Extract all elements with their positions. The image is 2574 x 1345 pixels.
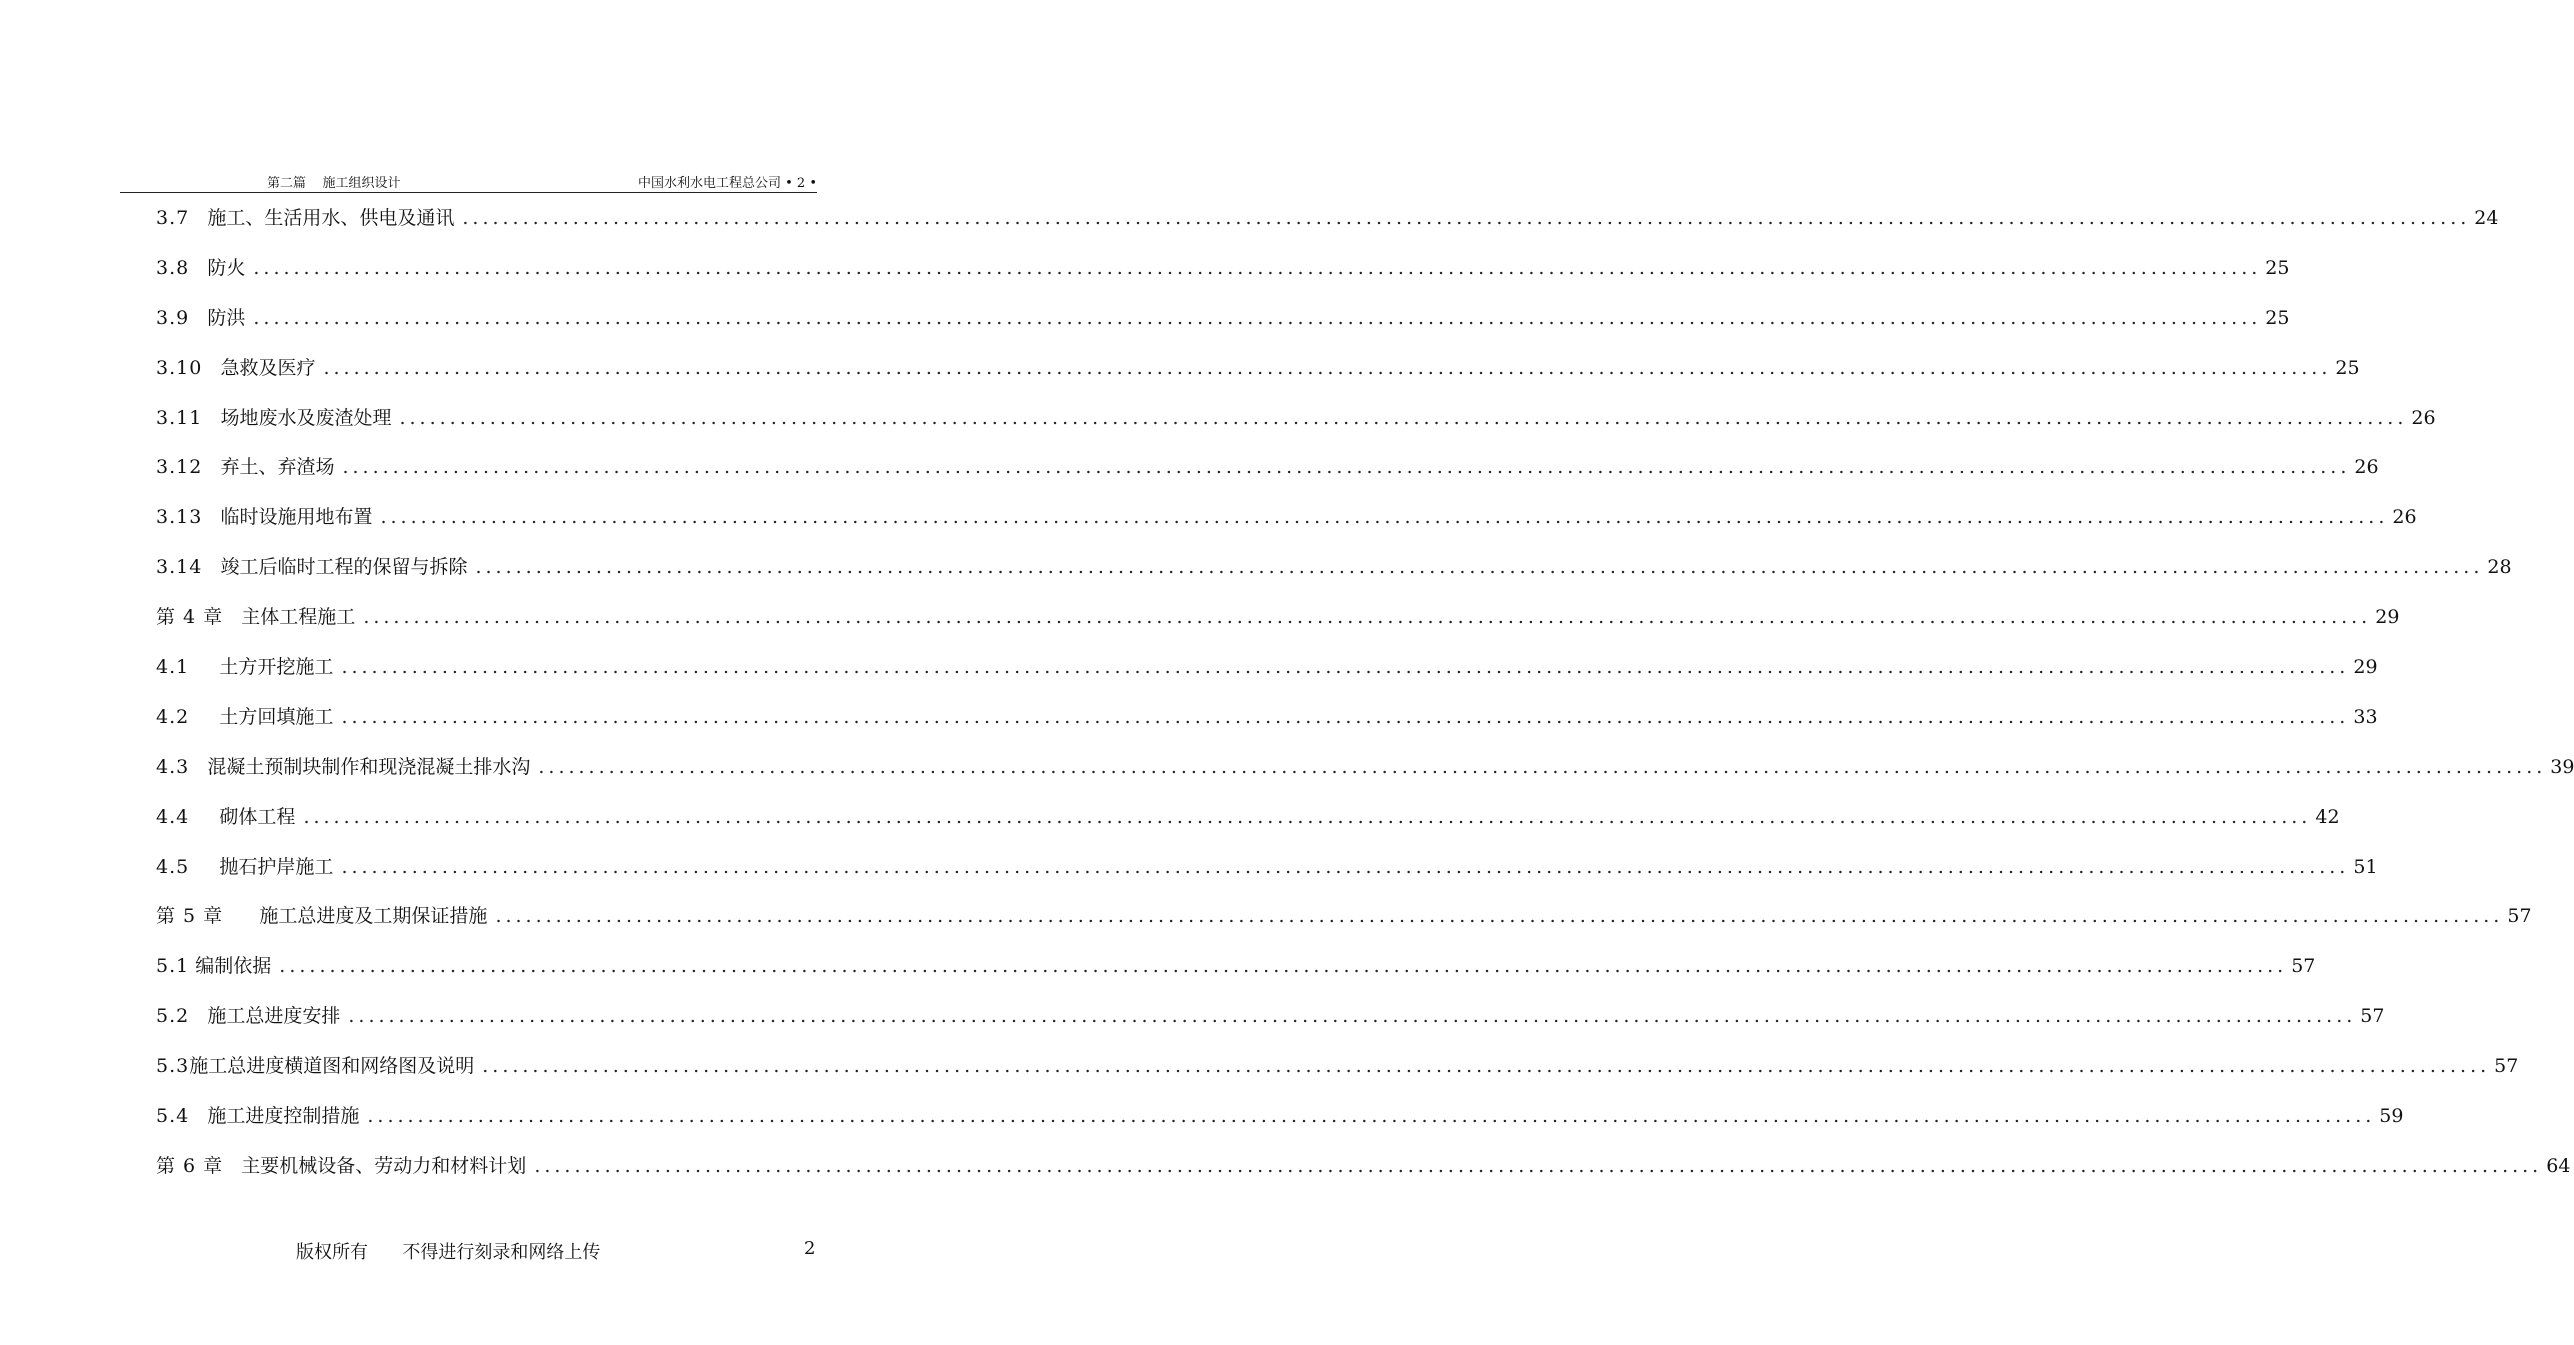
toc-entry-title: 急救及医疗 [220,356,316,379]
toc-entry [156,704,2378,754]
toc-entry-gap [189,305,207,331]
toc-entry-number: 4.3 [156,755,190,778]
toc-entry-gap [223,903,259,929]
toc-entry [156,205,2499,255]
toc-entry-number: 5.4 [156,1105,190,1128]
toc-dot-leader: ........................................................................................................................................................................................................ [399,406,2408,429]
toc-entry [156,255,2290,305]
toc-entry-number: 5.3 [156,1055,190,1078]
toc-entry [156,854,2378,904]
toc-entry-page: 42 [2315,805,2340,828]
toc-entry-gap [189,1003,207,1029]
toc-entry-number: 3.13 [156,506,203,529]
toc-entry [156,1103,2404,1153]
toc-dot-leader: ........................................................................................................................................................................................................ [475,556,2484,579]
toc-entry-title: 抛石护岸施工 [219,855,334,878]
toc-entry-gap [189,1103,207,1129]
toc-entry [156,305,2290,355]
toc-entry-page: 24 [2474,207,2499,229]
toc-entry-title: 弃土、弃渣场 [220,456,335,479]
toc-entry-title: 施工总进度及工期保证措施 [259,905,488,928]
toc-entry-title: 施工、生活用水、供电及通讯 [207,207,455,229]
toc-entry [156,1153,2571,1203]
toc-entry-page: 26 [2392,506,2417,529]
toc-entry-number: 4.1 [156,656,190,679]
toc-entry-title: 施工进度控制措施 [207,1105,360,1128]
toc-entry-page: 29 [2375,606,2400,629]
toc-entry [156,554,2512,604]
toc-entry-title: 施工总进度横道图和网络图及说明 [189,1055,475,1078]
toc-entry-number: 第 6 章 [156,1154,224,1177]
toc-entry-title: 临时设施用地布置 [220,506,373,529]
toc-entry [156,804,2340,854]
toc-dot-leader: ........................................................................................................................................................................................................ [323,356,2332,379]
toc-entry-page: 57 [2291,955,2316,978]
toc-entry-number: 4.5 [156,855,190,878]
toc-entry-number: 4.4 [156,805,190,828]
toc-entry-page: 59 [2379,1105,2404,1128]
toc-entry-gap [189,804,219,830]
toc-dot-leader: ........................................................................................................................................................................................................ [341,656,2350,679]
table-of-contents [156,205,2574,1203]
header-company-page: 中国水利水电工程总公司 • 2 • [637,176,817,191]
toc-entry-title: 砌体工程 [219,805,296,828]
toc-entry-gap [202,454,220,480]
toc-dot-leader: ........................................................................................................................................................................................................ [303,805,2312,828]
toc-entry-page: 57 [2360,1005,2385,1028]
footer-copyright: 版权所有 不得进行刻录和网络上传 [296,1242,601,1263]
footer-page-number: 2 [804,1238,816,1259]
toc-entry-title: 混凝土预制块制作和现浇混凝土排水沟 [207,755,531,778]
toc-entry-page: 26 [2411,406,2436,429]
toc-entry-title: 编制依据 [195,955,272,978]
toc-entry-title: 竣工后临时工程的保留与拆除 [220,556,468,579]
running-header [120,170,817,193]
toc-entry [156,1053,2519,1103]
toc-entry-number: 3.8 [156,256,190,279]
toc-entry-page: 29 [2353,656,2378,679]
toc-dot-leader: ........................................................................................................................................................................................................ [363,606,2372,629]
toc-entry-gap [189,255,207,281]
toc-entry [156,903,2532,953]
toc-dot-leader: ........................................................................................................................................................................................................ [538,755,2547,778]
toc-entry-number: 3.12 [156,456,203,479]
toc-entry-gap [223,604,241,630]
toc-entry [156,1003,2385,1053]
toc-dot-leader: ........................................................................................................................................................................................................ [462,207,2471,229]
toc-entry-page: 64 [2546,1154,2571,1177]
toc-dot-leader: ........................................................................................................................................................................................................ [342,456,2351,479]
toc-entry-gap [189,754,207,780]
toc-entry-page: 51 [2353,855,2378,878]
toc-entry-gap [202,504,220,530]
toc-dot-leader: ........................................................................................................................................................................................................ [341,855,2350,878]
toc-dot-leader: ........................................................................................................................................................................................................ [482,1055,2491,1078]
toc-dot-leader: ........................................................................................................................................................................................................ [495,905,2504,928]
toc-entry-number: 3.11 [156,406,203,429]
toc-entry-page: 25 [2265,256,2290,279]
toc-entry-number: 5.1 [156,955,190,978]
toc-entry-number: 4.2 [156,705,190,728]
toc-entry-gap [189,654,219,680]
toc-entry-number: 3.10 [156,356,203,379]
toc-entry [156,355,2360,405]
toc-entry-page: 26 [2354,456,2379,479]
toc-entry-title: 防洪 [207,306,246,329]
toc-dot-leader: ........................................................................................................................................................................................................ [348,1005,2357,1028]
toc-entry [156,654,2378,704]
toc-dot-leader: ........................................................................................................................................................................................................ [341,705,2350,728]
toc-entry [156,405,2436,455]
toc-entry-title: 主体工程施工 [241,606,356,629]
toc-entry-gap [202,405,220,431]
toc-entry-page: 39 [2550,755,2574,778]
toc-dot-leader: ........................................................................................................................................................................................................ [279,955,2288,978]
toc-entry-number: 第 5 章 [156,905,224,928]
toc-dot-leader: ........................................................................................................................................................................................................ [253,306,2262,329]
toc-dot-leader: ........................................................................................................................................................................................................ [253,256,2262,279]
toc-entry-title: 土方开挖施工 [219,656,334,679]
toc-entry-gap [189,704,219,730]
toc-entry-gap [202,355,220,381]
toc-entry-title: 施工总进度安排 [207,1005,341,1028]
toc-entry-number: 3.14 [156,556,203,579]
toc-entry-page: 57 [2507,905,2532,928]
toc-entry-page: 57 [2494,1055,2519,1078]
toc-entry-title: 防火 [207,256,246,279]
toc-entry-gap [223,1153,241,1179]
toc-entry-title: 土方回填施工 [219,705,334,728]
toc-entry [156,454,2379,504]
toc-entry-title: 场地废水及废渣处理 [220,406,392,429]
toc-dot-leader: ........................................................................................................................................................................................................ [534,1154,2543,1177]
toc-entry-number: 第 4 章 [156,606,224,629]
toc-entry-page: 28 [2487,556,2512,579]
toc-entry-gap [189,854,219,880]
toc-entry [156,504,2417,554]
toc-entry-gap [202,554,220,580]
toc-entry-page: 33 [2353,705,2378,728]
toc-dot-leader: ........................................................................................................................................................................................................ [380,506,2389,529]
toc-entry [156,953,2316,1003]
toc-entry-gap [189,205,207,231]
toc-dot-leader: ........................................................................................................................................................................................................ [367,1105,2376,1128]
toc-entry [156,754,2574,804]
toc-entry-title: 主要机械设备、劳动力和材料计划 [241,1154,527,1177]
toc-entry-number: 3.9 [156,306,190,329]
toc-entry-number: 5.2 [156,1005,190,1028]
toc-entry-page: 25 [2335,356,2360,379]
toc-entry-number: 3.7 [156,207,190,229]
toc-entry [156,604,2400,654]
header-section-title: 第二篇 施工组织设计 [267,176,401,191]
toc-entry-page: 25 [2265,306,2290,329]
